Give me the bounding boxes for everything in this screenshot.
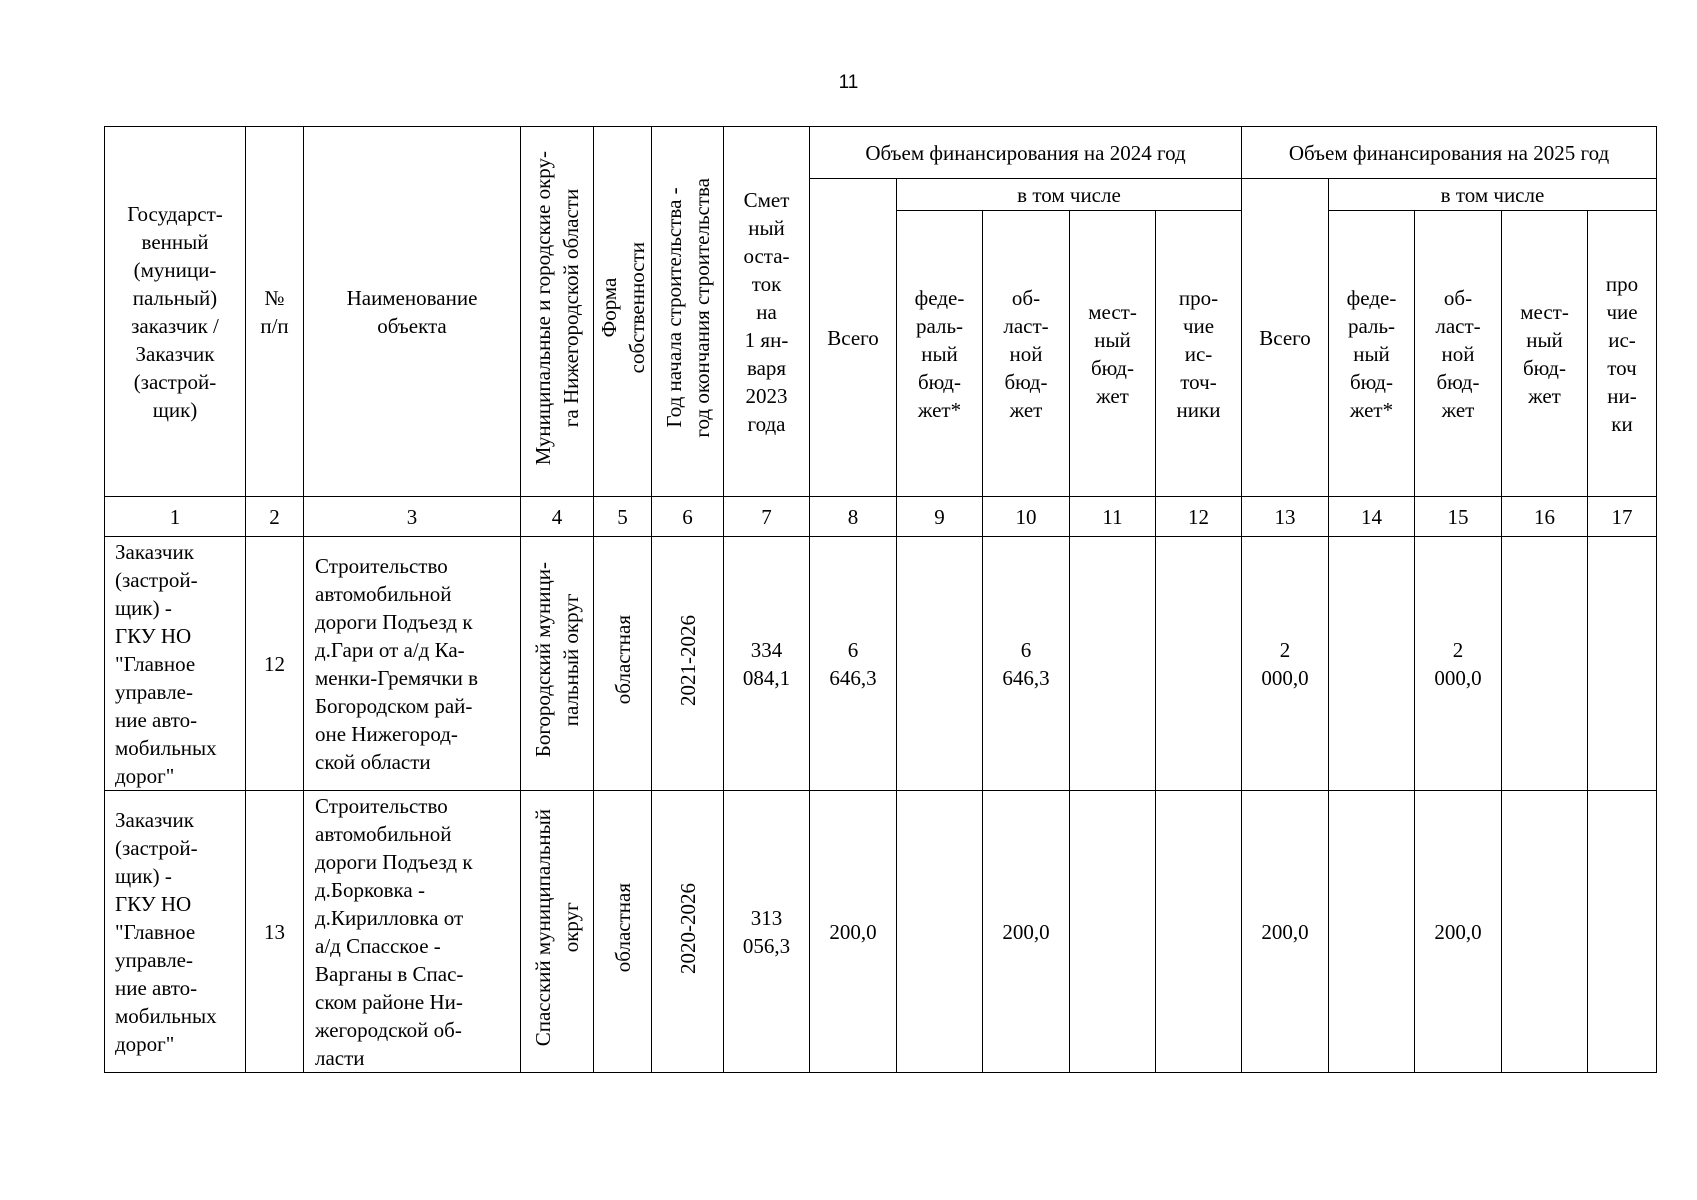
- column-number: 16: [1502, 497, 1588, 537]
- column-number: 12: [1156, 497, 1242, 537]
- column-number: 2: [246, 497, 304, 537]
- column-number: 10: [983, 497, 1070, 537]
- header-regional-2024: об- ласт- ной бюд- жет: [983, 211, 1070, 497]
- column-number: 13: [1242, 497, 1329, 537]
- header-municipality: [521, 127, 594, 497]
- column-number: 8: [810, 497, 897, 537]
- row-ownership-text: областная: [610, 883, 635, 973]
- header-including-2025: в том числе: [1329, 179, 1657, 211]
- column-number: 7: [724, 497, 810, 537]
- header-years-text: Год начала строительства - год окончания строительства: [661, 178, 714, 438]
- row-municipality: [521, 537, 594, 791]
- row-local-2025: [1502, 791, 1588, 1073]
- row-balance: 313 056,3: [724, 791, 810, 1073]
- header-total-2024: Всего: [810, 179, 897, 497]
- row-customer: Заказчик (застрой- щик) - ГКУ НО "Главное управле- ние авто- мобильных дорог": [105, 537, 246, 791]
- row-number: 12: [246, 537, 304, 791]
- page-number: 11: [838, 72, 859, 93]
- row-municipality-text: Богородский муници- пальный округ: [531, 562, 583, 758]
- header-municipality-text: Муниципальные и городские окру- га Нижегородской области: [531, 150, 583, 466]
- column-number: 6: [652, 497, 724, 537]
- table-row: [105, 537, 1657, 791]
- header-total-2025: Всего: [1242, 179, 1329, 497]
- column-numbers-row: [105, 497, 1657, 537]
- row-object-name: Строительство автомобильной дороги Подъезд к д.Борковка - д.Кирилловка от а/д Спасское - Варганы в Спас- ском районе Ни- жегородской об- ласти: [304, 791, 521, 1073]
- column-number: 3: [304, 497, 521, 537]
- row-years: [652, 537, 724, 791]
- header-row-1: [105, 127, 1657, 179]
- header-number: № п/п: [246, 127, 304, 497]
- row-regional-2025: 2 000,0: [1415, 537, 1502, 791]
- row-years-text: 2020-2026: [675, 882, 700, 974]
- column-number: 1: [105, 497, 246, 537]
- column-number: 17: [1588, 497, 1657, 537]
- row-municipality-text: Спасский муниципальный округ: [531, 809, 583, 1047]
- row-federal-2024: [897, 791, 983, 1073]
- row-years: [652, 791, 724, 1073]
- row-local-2025: [1502, 537, 1588, 791]
- header-financing-2024: Объем финансирования на 2024 год: [810, 127, 1242, 179]
- column-number: 15: [1415, 497, 1502, 537]
- header-customer: Государст- венный (муници- пальный) заказчик / Заказчик (застрой- щик): [105, 127, 246, 497]
- row-ownership-text: областная: [610, 615, 635, 705]
- row-regional-2025: 200,0: [1415, 791, 1502, 1073]
- row-total-2024: 6 646,3: [810, 537, 897, 791]
- header-ownership-text: Форма собственности: [596, 242, 649, 374]
- row-regional-2024: 6 646,3: [983, 537, 1070, 791]
- row-other-2025: [1588, 791, 1657, 1073]
- header-federal-2024: феде- раль- ный бюд- жет*: [897, 211, 983, 497]
- row-number: 13: [246, 791, 304, 1073]
- row-municipality: [521, 791, 594, 1073]
- row-customer: Заказчик (застрой- щик) - ГКУ НО "Главное управле- ние авто- мобильных дорог": [105, 791, 246, 1073]
- column-number: 14: [1329, 497, 1415, 537]
- column-number: 9: [897, 497, 983, 537]
- row-object-name: Строительство автомобильной дороги Подъезд к д.Гари от а/д Ка- менки-Гремячки в Богородском рай- оне Нижегород- ской области: [304, 537, 521, 791]
- row-other-2025: [1588, 537, 1657, 791]
- financing-table: [104, 126, 1657, 1073]
- row-total-2025: 2 000,0: [1242, 537, 1329, 791]
- row-local-2024: [1070, 537, 1156, 791]
- header-years: [652, 127, 724, 497]
- row-federal-2024: [897, 537, 983, 791]
- row-federal-2025: [1329, 791, 1415, 1073]
- column-number: 4: [521, 497, 594, 537]
- row-balance: 334 084,1: [724, 537, 810, 791]
- header-regional-2025: об- ласт- ной бюд- жет: [1415, 211, 1502, 497]
- row-regional-2024: 200,0: [983, 791, 1070, 1073]
- row-years-text: 2021-2026: [675, 614, 700, 706]
- row-other-2024: [1156, 537, 1242, 791]
- column-number: 5: [594, 497, 652, 537]
- header-other-2024: про- чие ис- точ- ники: [1156, 211, 1242, 497]
- row-federal-2025: [1329, 537, 1415, 791]
- header-ownership: [594, 127, 652, 497]
- header-balance: Смет ный оста- ток на 1 ян- варя 2023 года: [724, 127, 810, 497]
- header-including-2024: в том числе: [897, 179, 1242, 211]
- header-local-2024: мест- ный бюд- жет: [1070, 211, 1156, 497]
- row-ownership: [594, 791, 652, 1073]
- row-total-2025: 200,0: [1242, 791, 1329, 1073]
- row-local-2024: [1070, 791, 1156, 1073]
- header-financing-2025: Объем финансирования на 2025 год: [1242, 127, 1657, 179]
- row-ownership: [594, 537, 652, 791]
- row-total-2024: 200,0: [810, 791, 897, 1073]
- column-number: 11: [1070, 497, 1156, 537]
- header-local-2025: мест- ный бюд- жет: [1502, 211, 1588, 497]
- header-other-2025: про чие ис- точ ни- ки: [1588, 211, 1657, 497]
- table-row: [105, 791, 1657, 1073]
- header-object-name: Наименование объекта: [304, 127, 521, 497]
- header-federal-2025: феде- раль- ный бюд- жет*: [1329, 211, 1415, 497]
- row-other-2024: [1156, 791, 1242, 1073]
